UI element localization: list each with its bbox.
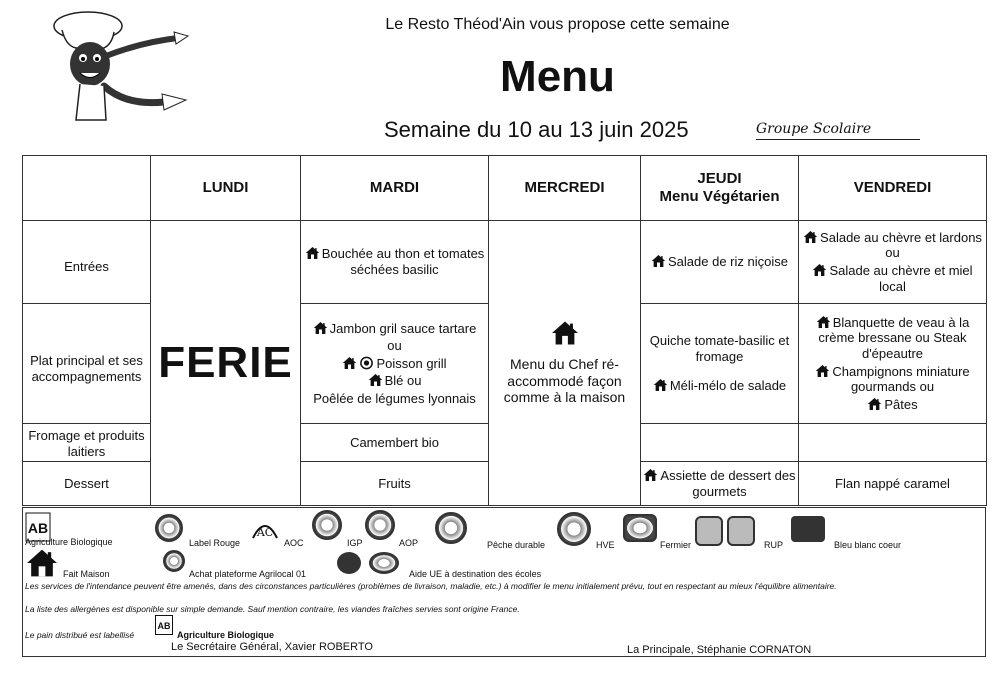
hve-seal-icon xyxy=(557,512,591,546)
mardi-plat-4: Poêlée de légumes lyonnais xyxy=(313,390,476,406)
week-range: Semaine du 10 au 13 juin 2025 xyxy=(384,117,689,142)
peche-durable-icon xyxy=(435,512,467,544)
legend-igp: IGP xyxy=(347,538,363,548)
jeudi-plat-2: Méli-mélo de salade xyxy=(669,378,787,394)
col-mercredi: MERCREDI xyxy=(489,156,641,221)
legend-label-rouge: Label Rouge xyxy=(189,538,241,548)
col-jeudi-label: JEUDI xyxy=(697,170,742,187)
fait-maison-icon xyxy=(867,397,882,411)
col-mardi: MARDI xyxy=(301,156,489,221)
label-seal-icon xyxy=(359,356,374,370)
row-label-entrees: Entrées xyxy=(23,221,151,304)
fait-maison-icon xyxy=(803,230,818,244)
fait-maison-icon xyxy=(651,254,666,268)
fait-maison-icon xyxy=(653,378,668,392)
mardi-entree-text: Bouchée au thon et tomates séchées basilic xyxy=(321,246,485,277)
mardi-plat xyxy=(301,304,489,424)
mardi-plat-ou: ou xyxy=(387,338,402,354)
aoc-logo-icon xyxy=(249,512,281,544)
fait-maison-legend-icon xyxy=(25,548,59,578)
mardi-plat-2: Poisson grill xyxy=(376,355,447,371)
ab-small-icon xyxy=(155,615,173,635)
fait-maison-icon xyxy=(643,468,658,482)
jeudi-entree-text: Salade de riz niçoise xyxy=(668,254,788,270)
vendredi-entree-1: Salade au chèvre et lardons ou xyxy=(820,229,982,261)
jeudi-dessert-text: Assiette de dessert des gourmets xyxy=(660,467,796,499)
fait-maison-icon xyxy=(368,373,383,387)
vendredi-entree xyxy=(799,221,987,304)
row-label-fromage: Fromage et produits laitiers xyxy=(23,424,151,462)
legend-hve: HVE xyxy=(596,540,615,550)
fait-maison-icon xyxy=(816,315,831,329)
svg-text:AB: AB xyxy=(157,621,171,631)
legend-bbc: Bleu blanc coeur xyxy=(834,540,902,550)
legend-ab: Agriculture Biologique xyxy=(25,537,113,547)
legend-fait-maison: Fait Maison xyxy=(63,569,110,579)
legend-aoc: AOC xyxy=(284,538,304,548)
row-label-plat: Plat principal et ses accompagnements xyxy=(23,304,151,424)
note-bread: Le pain distribué est labellisé xyxy=(25,630,135,640)
igp-seal-icon xyxy=(312,510,342,540)
legend-aop: AOP xyxy=(399,538,419,548)
jeudi-plat xyxy=(641,304,799,424)
fait-maison-icon xyxy=(342,356,357,370)
jeudi-plat-1: Quiche tomate-basilic et fromage xyxy=(649,333,790,364)
jeudi-entree xyxy=(641,221,799,304)
menu-subtitle: Le Resto Théod'Ain vous propose cette semaine xyxy=(385,16,730,33)
mercredi-text: Menu du Chef ré-accommodé façon comme à la maison xyxy=(503,355,626,406)
agrilocal-icon xyxy=(163,550,185,572)
page-title: Menu xyxy=(500,52,615,101)
group-underline xyxy=(756,139,920,140)
ferie-label: FERIE xyxy=(158,337,293,387)
col-jeudi-sub: Menu Végétarien xyxy=(659,188,780,205)
note-allergenes: La liste des allergènes est disponible sur simple demande. Sauf mention contraire, les viandes fraîches servies sont origine France. xyxy=(25,604,520,614)
group-handwritten: Groupe Scolaire xyxy=(756,121,872,137)
svg-text:AC: AC xyxy=(256,526,274,539)
legend-rup: RUP xyxy=(764,540,784,550)
footer-notes xyxy=(22,579,986,657)
rup-badge-1-icon xyxy=(695,516,723,546)
mardi-plat-1: Jambon gril sauce tartare xyxy=(329,320,477,336)
svg-text:AB: AB xyxy=(27,520,49,536)
mardi-plat-3: Blé ou xyxy=(384,373,422,389)
aop-seal-icon xyxy=(365,510,395,540)
col-vendredi: VENDREDI xyxy=(799,156,987,221)
col-lundi: LUNDI xyxy=(151,156,301,221)
legend-fermier: Fermier xyxy=(660,540,691,550)
aide-ue-milk-icon xyxy=(369,552,399,574)
header-row xyxy=(23,156,987,221)
mardi-entree xyxy=(301,221,489,304)
signature-secretaire: Le Secrétaire Général, Xavier ROBERTO xyxy=(171,641,373,653)
bleu-blanc-coeur-icon xyxy=(791,516,825,542)
legend-aide-ue: Aide UE à destination des écoles xyxy=(409,569,542,579)
aide-ue-apple-icon xyxy=(337,552,361,574)
legend-agrilocal: Achat plateforme Agrilocal 01 xyxy=(189,569,307,579)
lundi-cell xyxy=(151,221,301,506)
jeudi-dessert xyxy=(641,462,799,506)
note-bread-label: Agriculture Biologique xyxy=(177,630,275,640)
row-entrees xyxy=(23,221,987,304)
vendredi-plat-2: Champignons miniature gourmands ou xyxy=(832,363,970,395)
fait-maison-icon xyxy=(313,321,328,335)
label-rouge-icon xyxy=(155,514,183,542)
fait-maison-icon xyxy=(812,263,827,277)
legend-peche: Pêche durable xyxy=(487,540,546,550)
menu-table xyxy=(22,155,987,506)
row-label-dessert: Dessert xyxy=(23,462,151,506)
mardi-dessert: Fruits xyxy=(301,462,489,506)
vendredi-plat-1: Blanquette de veau à la crème bressane ou Steak d'épeautre xyxy=(818,314,970,361)
fait-maison-icon xyxy=(305,246,320,260)
vendredi-entree-2: Salade au chèvre et miel local xyxy=(829,263,973,294)
vendredi-plat xyxy=(799,304,987,424)
vendredi-fromage xyxy=(799,424,987,462)
rup-badge-2-icon xyxy=(727,516,755,546)
vendredi-dessert: Flan nappé caramel xyxy=(799,462,987,506)
mercredi-cell xyxy=(489,221,641,506)
fait-maison-icon xyxy=(550,320,580,346)
note-modification: Les services de l'intendance peuvent être amenés, dans des circonstances particulières (problèmes de livraison, maladie, etc.) à modifier le menu initialement prévu, tout en respectant au mieux l'équilibre alimentaire. xyxy=(25,581,837,591)
label-legend xyxy=(22,507,986,579)
signature-principale: La Principale, Stéphanie CORNATON xyxy=(627,644,812,656)
fait-maison-icon xyxy=(815,364,830,378)
jeudi-fromage xyxy=(641,424,799,462)
col-jeudi xyxy=(641,156,799,221)
mardi-fromage: Camembert bio xyxy=(301,424,489,462)
vendredi-plat-3: Pâtes xyxy=(884,396,918,412)
fermier-badge-icon xyxy=(623,514,657,542)
corner-cell xyxy=(23,156,151,221)
